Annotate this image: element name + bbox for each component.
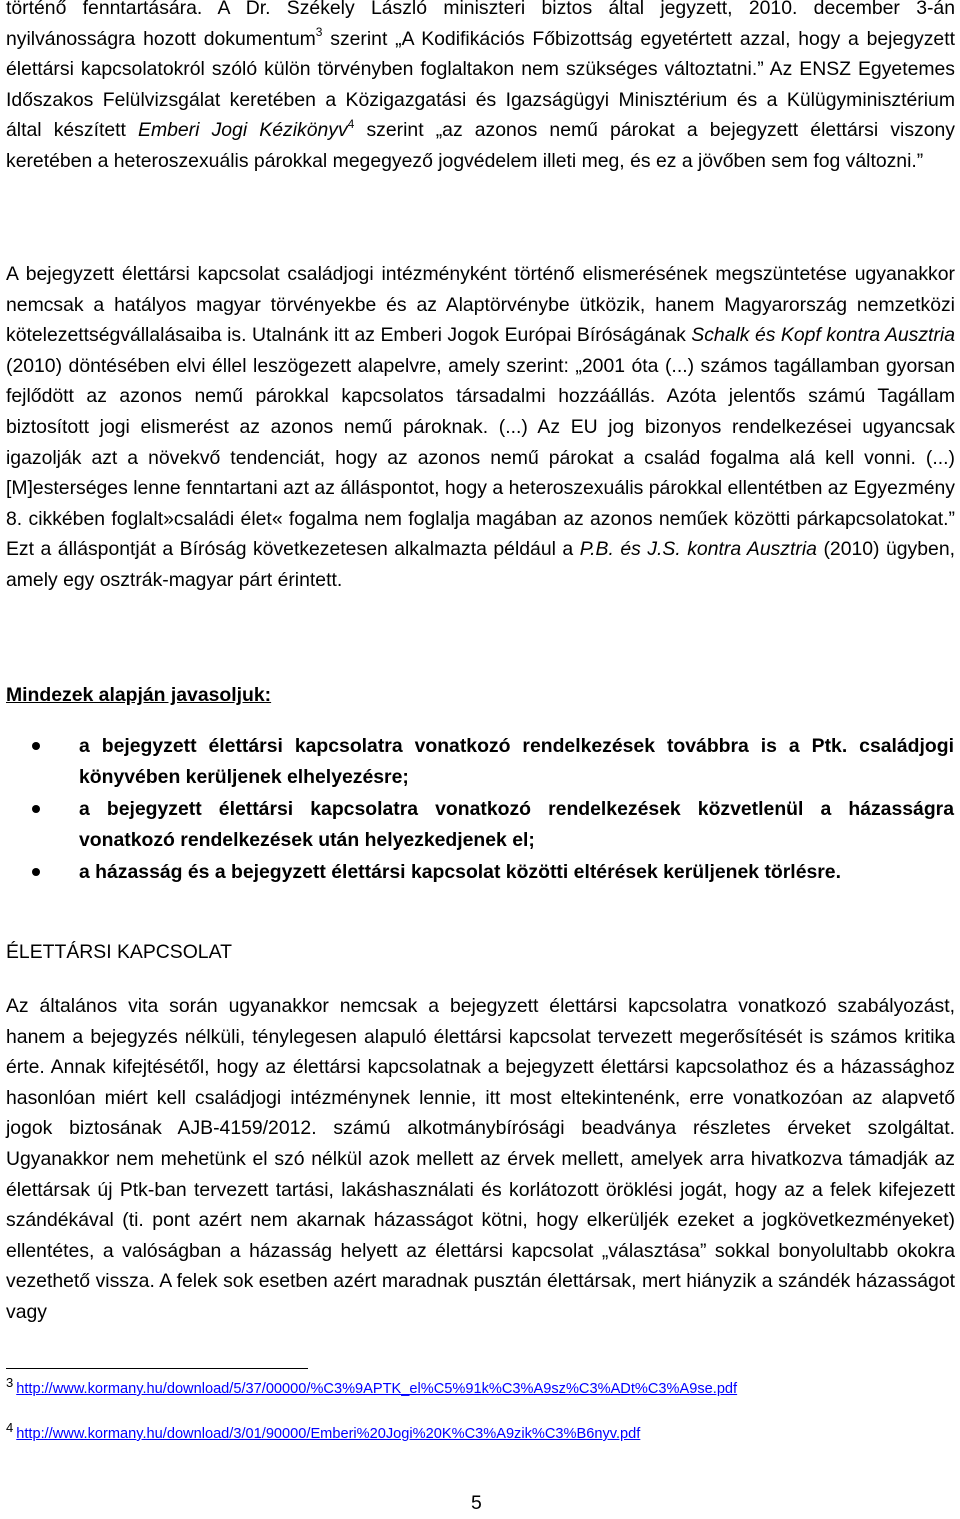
italic-case-pbjs: P.B. és J.S. kontra Ausztria (579, 538, 817, 561)
page-number: 5 (471, 1492, 482, 1514)
paragraph-body-1 (6, 0, 955, 177)
footnote-separator (6, 1368, 308, 1369)
paragraph-3: Az általános vita során ugyanakkor nemcsak a bejegyzett élettársi kapcsolatra vonatkozó szabályozást, hanem a bejegyzés nélküli, ténylegesen alapuló élettársi kapcsolat tervezett megerősítését is számos kritika érte. Annak kifejtésétől, hogy az élettársi kapcsolatnak a bejegyzett élettársi kapcsolathoz és a házassághoz hasonlóan miért kell családjogi intézménynek lennie, itt most eltekintenénk, erre vonatkozóan az alapvető jogok biztosának AJB-4159/2012. számú alkotmánybírósági beadványa részletes érveket szolgáltat. Ugyanakkor nem mehetünk el szó nélkül azok mellett az érvek mellett, amelyek arra hivatkozva támadják az élettársak új Ptk-ban tervezett tartási, lakáshasználati és korlátozott öröklési jogát, hogy az a felek kifejezett szándékával (ti. pont azért nem akarnak házasságot kötni, hogy elkerüljék ezeket a jogkövetkezményeket) ellentétes, a valóságban a házasság helyett az élettársi kapcsolat „választása” sokkal bonyolultabb okokra vezethető vissza. A felek sok esetben azért maradnak pusztán élettársak, mert hiányzik a szándék házasságot vagy (6, 995, 955, 1323)
footnote-3 (6, 1375, 738, 1399)
italic-case-schalk: Schalk és Kopf kontra Ausztria (691, 324, 955, 347)
footnote-ref-4[interactable]: 4 (347, 116, 355, 131)
footnote-link[interactable]: http://www.kormany.hu/download/5/37/00000/%C3%9APTK_el%C5%91k%C3%A9sz%C3%ADt%C3%A9se.pdf (16, 1381, 738, 1397)
italic-title-kezikonyv: Emberi Jogi Kézikönyv (138, 119, 348, 142)
paragraph-body-3 (6, 991, 955, 1328)
bullet-icon (32, 805, 40, 813)
bullet-icon (32, 868, 40, 876)
footnote-link[interactable]: http://www.kormany.hu/download/3/01/90000/Emberi%20Jogi%20K%C3%A9zik%C3%B6nyv.pdf (16, 1426, 641, 1442)
footnote-number: 3 (6, 1375, 14, 1391)
recommendation-item: a bejegyzett élettársi kapcsolatra vonatkozó rendelkezések továbbra is a Ptk. családjogi könyvében kerüljenek elhelyezésre; (0, 731, 960, 792)
paragraph-body-2 (6, 259, 955, 596)
section-heading: ÉLETTÁRSI KAPCSOLAT (6, 941, 232, 963)
recommendation-item: a házasság és a bejegyzett élettársi kapcsolat közötti eltérések kerüljenek törlésre. (0, 857, 960, 888)
recommendation-list (0, 731, 960, 890)
paragraph-2: A bejegyzett élettársi kapcsolat családjogi intézményként történő elismerésének megszüntetése ugyanakkor nemcsak a hatályos magyar törvényekbe és az Alaptörvénybe ütközik, hanem Magyarország nemzetközi kötelezettségvállalásaiba is. Utalnánk itt az Emberi Jogok Európai Bíróságának Schalk és Kopf kontra Ausztria (2010) döntésében elvi éllel leszögezett alapelvre, amely szerint: „2001 óta (...) számos tagállamban gyorsan fejlődött az azonos nemű párokkal kapcsolatos társadalmi hozzáállás. Azóta jelentős számú Tagállam biztosított jogi elismerést az azonos nemű pároknak. (...) Az EU jog bizonyos rendelkezései ugyancsak igazolják azt a növekvő tendenciát, hogy az azonos nemű párokat a család fogalma alá kell vonni. (...) [M]esterséges lenne fenntartani azt az álláspontot, hogy a heteroszexuális párokkal ellentétben az Egyezmény 8. cikkében foglalt»családi élet« fogalma nem foglalja magában az azonos neműek közötti párkapcsolatokat.” Ezt a álláspontját a Bíróság következetesen alkalmazta például a P.B. és J.S. kontra Ausztria (2010) ügyben, amely egy osztrák-magyar párt érintett. (6, 263, 955, 591)
bullet-icon (32, 742, 40, 750)
footnote-4 (6, 1420, 641, 1444)
paragraph-1: történő fenntartására. A Dr. Székely László miniszteri biztos által jegyzett, 2010. december 3-án nyilvánosságra hozott dokumentum$^3$ szerint „A Kodifikációs Főbizottság egyetértett azzal, hogy a bejegyzett élettársi kapcsolatokról szóló külön törvényben foglaltakon nem szükséges változtatni.” Az ENSZ Egyetemes Időszakos Felülvizsgálat keretében a Közigazgatási és Igazságügyi Minisztérium és a Külügyminisztérium által készített Emberi Jogi Kézikönyv$^4$ szerint „az azonos nemű párokat a bejegyzett élettársi viszony keretében a heteroszexuális párokkal megegyező jogvédelem illeti meg, és ez a jövőben sem fog változni.” (6, 0, 955, 172)
recommendation-item: a bejegyzett élettársi kapcsolatra vonatkozó rendelkezések közvetlenül a házasságra vonatkozó rendelkezések után helyezkedjenek el; (0, 794, 960, 855)
footnote-number: 4 (6, 1420, 14, 1436)
recommendation-heading: Mindezek alapján javasoljuk: (6, 684, 272, 706)
footnote-ref-3[interactable]: 3 (315, 25, 323, 40)
